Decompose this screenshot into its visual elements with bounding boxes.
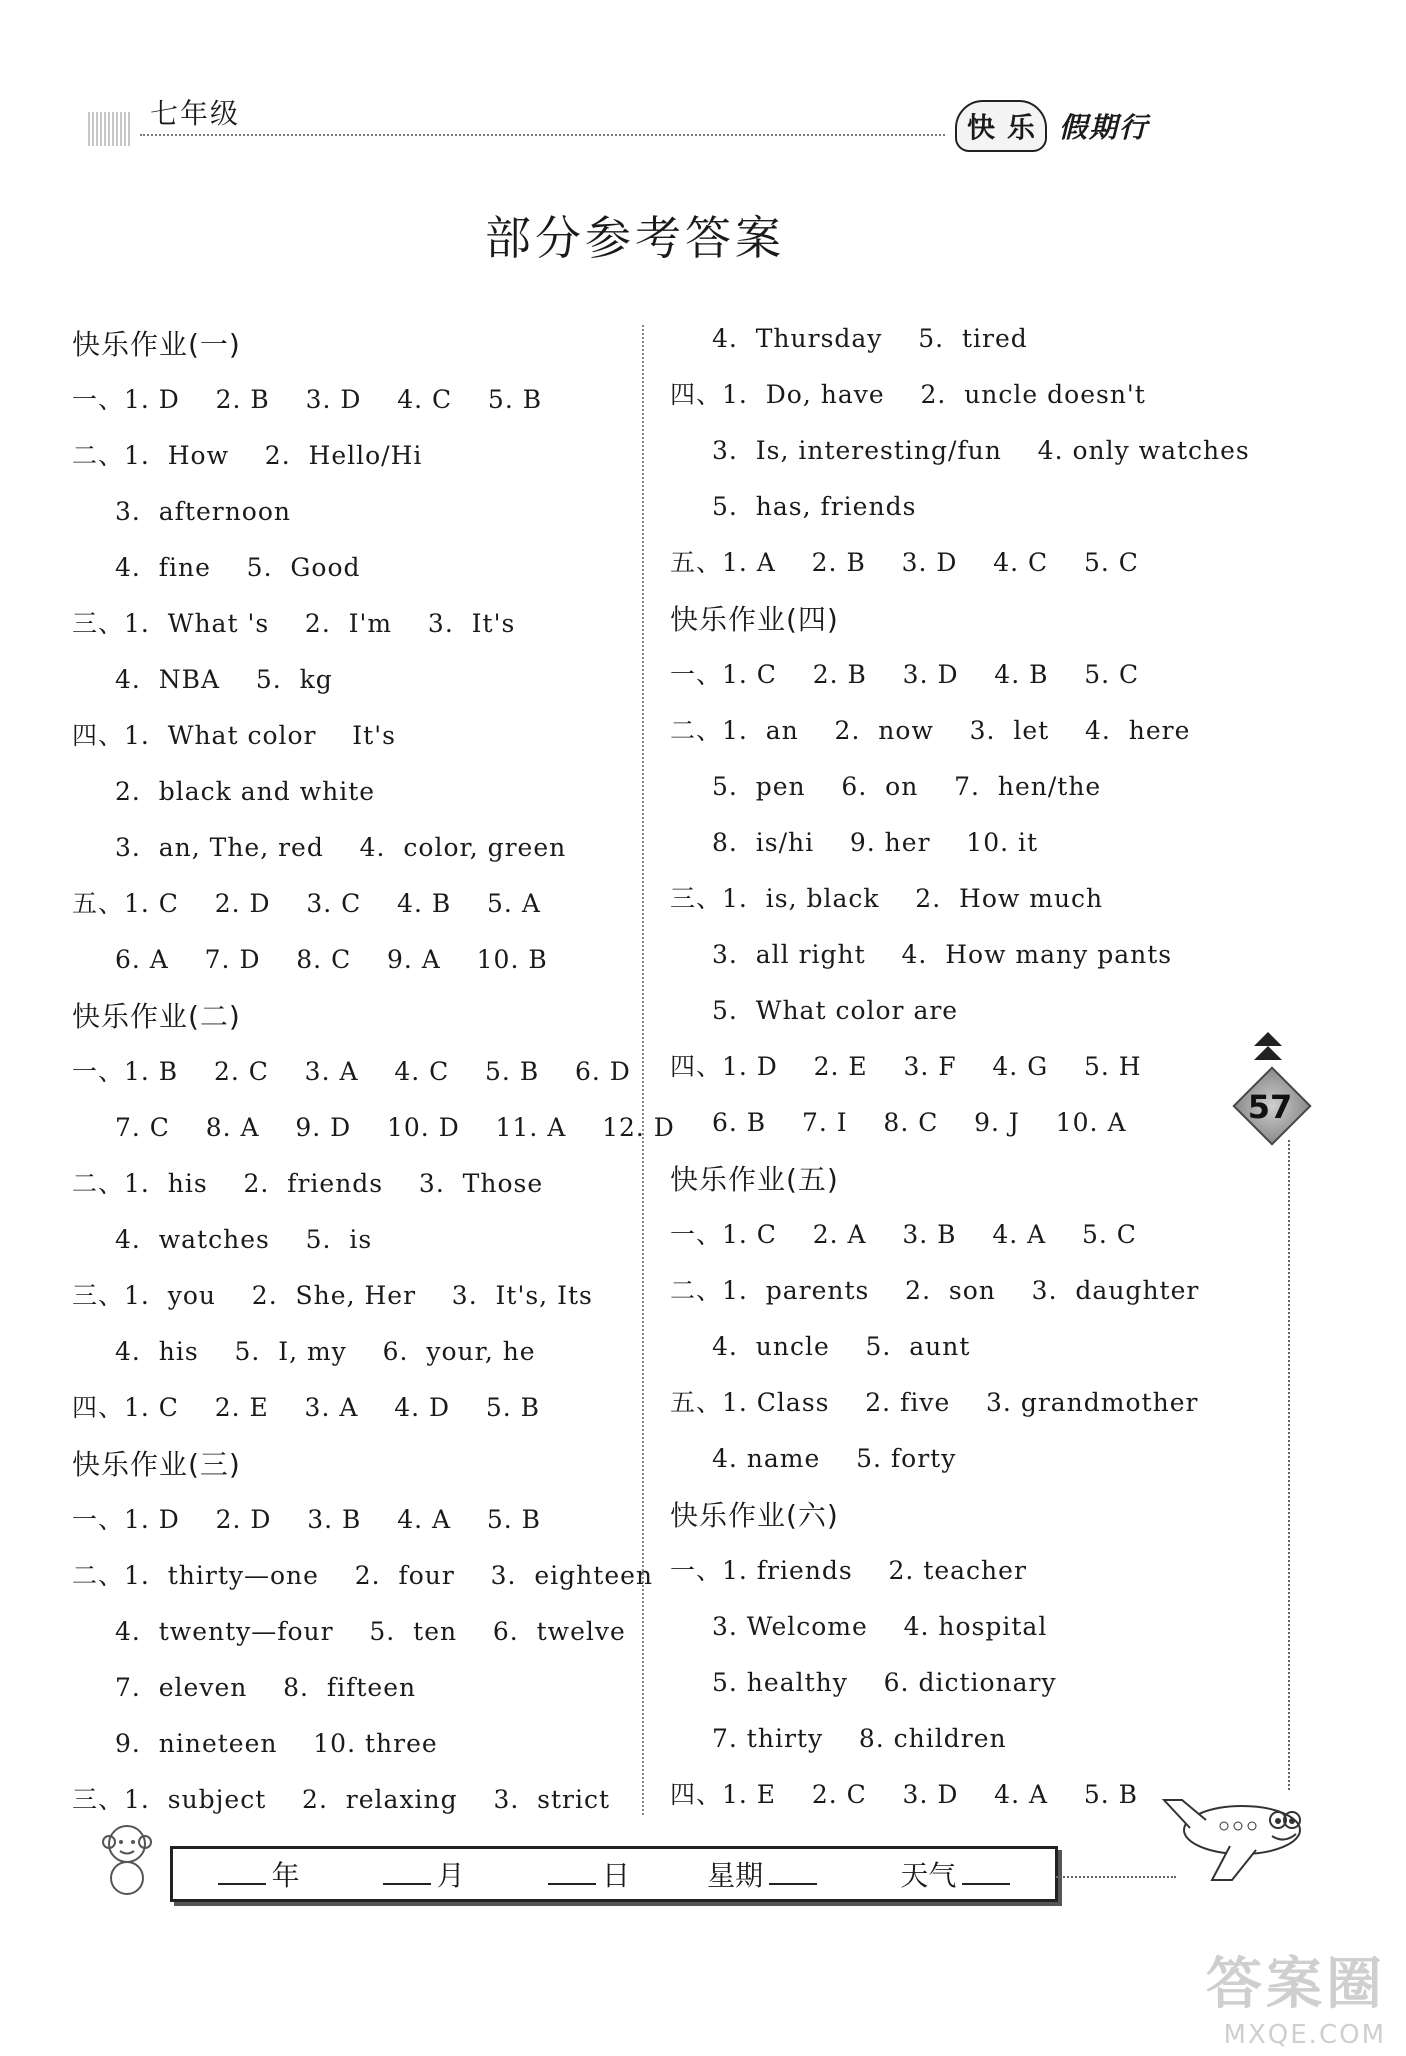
answer-line: 4. uncle 5. aunt <box>712 1332 971 1361</box>
answer-line: 4. name 5. forty <box>712 1444 957 1473</box>
answer-line: 三、1. you 2. She, Her 3. It's, Its <box>72 1281 593 1310</box>
monkey-icon <box>92 1818 162 1902</box>
answer-line: 四、1. What color It's <box>72 721 396 750</box>
answer-line: 4. his 5. I, my 6. your, he <box>115 1337 536 1366</box>
answer-line: 一、1. D 2. B 3. D 4. C 5. B <box>72 385 543 414</box>
answer-line: 4. NBA 5. kg <box>115 665 333 694</box>
section-heading: 快乐作业(六) <box>670 1499 839 1532</box>
answer-line: 四、1. D 2. E 3. F 4. G 5. H <box>670 1052 1142 1081</box>
answer-line: 7. C 8. A 9. D 10. D 11. A 12. D <box>115 1113 675 1142</box>
answer-line: 一、1. C 2. A 3. B 4. A 5. C <box>670 1220 1137 1249</box>
answer-line: 一、1. D 2. D 3. B 4. A 5. B <box>72 1505 542 1534</box>
day-field[interactable]: 日 <box>542 1854 630 1894</box>
answer-line: 5. pen 6. on 7. hen/the <box>712 772 1102 801</box>
watermark-logo-text: 答案圈 <box>1206 1952 1386 2017</box>
airplane-icon <box>1160 1780 1320 1894</box>
column-divider <box>642 325 644 1815</box>
arrow-up-icon <box>1254 1046 1282 1060</box>
header-mark <box>88 112 130 146</box>
answer-line: 三、1. subject 2. relaxing 3. strict <box>72 1785 611 1814</box>
answer-line: 二、1. thirty—one 2. four 3. eighteen <box>72 1561 654 1590</box>
answer-line: 二、1. parents 2. son 3. daughter <box>670 1276 1200 1305</box>
answer-line: 一、1. C 2. B 3. D 4. B 5. C <box>670 660 1140 689</box>
logo-char-2: 乐 <box>1007 111 1036 144</box>
brand-logo <box>955 98 1149 154</box>
answer-line: 3. an, The, red 4. color, green <box>115 833 567 862</box>
answer-line: 三、1. is, black 2. How much <box>670 884 1104 913</box>
weekday-field[interactable]: 星期 <box>707 1854 823 1894</box>
answer-line: 三、1. What 's 2. I'm 3. It's <box>72 609 516 638</box>
footer-dotted-line <box>1056 1876 1176 1878</box>
answer-line: 4. fine 5. Good <box>115 553 361 582</box>
month-field[interactable]: 月 <box>377 1854 465 1894</box>
answer-line: 9. nineteen 10. three <box>115 1729 438 1758</box>
answer-line: 四、1. E 2. C 3. D 4. A 5. B <box>670 1780 1138 1809</box>
answer-line: 四、1. Do, have 2. uncle doesn't <box>670 380 1146 409</box>
side-dotted-line <box>1288 1140 1290 1790</box>
answer-line: 五、1. Class 2. five 3. grandmother <box>670 1388 1199 1417</box>
section-heading: 快乐作业(二) <box>72 1000 241 1033</box>
weather-field[interactable]: 天气 <box>900 1854 1016 1894</box>
logo-badge <box>955 100 1047 152</box>
answer-line: 3. Is, interesting/fun 4. only watches <box>712 436 1250 465</box>
answer-line: 四、1. C 2. E 3. A 4. D 5. B <box>72 1393 540 1422</box>
watermark <box>1206 1940 1386 2050</box>
answer-line: 五、1. A 2. B 3. D 4. C 5. C <box>670 548 1139 577</box>
answer-line: 3. Welcome 4. hospital <box>712 1612 1048 1641</box>
answer-line: 6. A 7. D 8. C 9. A 10. B <box>115 945 548 974</box>
answer-line: 五、1. C 2. D 3. C 4. B 5. A <box>72 889 541 918</box>
answer-line: 5. healthy 6. dictionary <box>712 1668 1057 1697</box>
logo-text: 假期行 <box>1059 111 1150 144</box>
grade-label: 七年级 <box>150 97 241 130</box>
answer-line: 3. all right 4. How many pants <box>712 940 1173 969</box>
answer-line: 4. twenty—four 5. ten 6. twelve <box>115 1617 626 1646</box>
answer-line: 7. thirty 8. children <box>712 1724 1007 1753</box>
answer-line: 二、1. his 2. friends 3. Those <box>72 1169 544 1198</box>
page-number: 57 <box>1247 1088 1293 1126</box>
section-heading: 快乐作业(四) <box>670 603 839 636</box>
answer-line: 2. black and white <box>115 777 376 806</box>
watermark-url: MXQE.COM <box>1223 2020 1386 2050</box>
section-heading: 快乐作业(五) <box>670 1163 839 1196</box>
answer-line: 二、1. an 2. now 3. let 4. here <box>670 716 1191 745</box>
logo-char-1: 快 <box>967 111 996 144</box>
answer-line: 6. B 7. I 8. C 9. J 10. A <box>712 1108 1127 1137</box>
answer-line: 8. is/hi 9. her 10. it <box>712 828 1039 857</box>
section-heading: 快乐作业(一) <box>72 328 241 361</box>
answer-line: 5. What color are <box>712 996 959 1025</box>
section-heading: 快乐作业(三) <box>72 1448 241 1481</box>
header-rule <box>140 134 945 136</box>
answer-line: 二、1. How 2. Hello/Hi <box>72 441 423 470</box>
year-field[interactable]: 年 <box>212 1854 300 1894</box>
arrow-up-icon <box>1254 1032 1282 1046</box>
answer-line: 4. watches 5. is <box>115 1225 373 1254</box>
answer-line: 5. has, friends <box>712 492 917 521</box>
answer-line: 3. afternoon <box>115 497 292 526</box>
answer-line: 7. eleven 8. fifteen <box>115 1673 417 1702</box>
answer-line: 一、1. friends 2. teacher <box>670 1556 1027 1585</box>
answer-line: 一、1. B 2. C 3. A 4. C 5. B 6. D <box>72 1057 631 1086</box>
page-title: 部分参考答案 <box>485 211 785 265</box>
answer-line: 4. Thursday 5. tired <box>712 324 1028 353</box>
date-weather-box <box>170 1846 1058 1902</box>
